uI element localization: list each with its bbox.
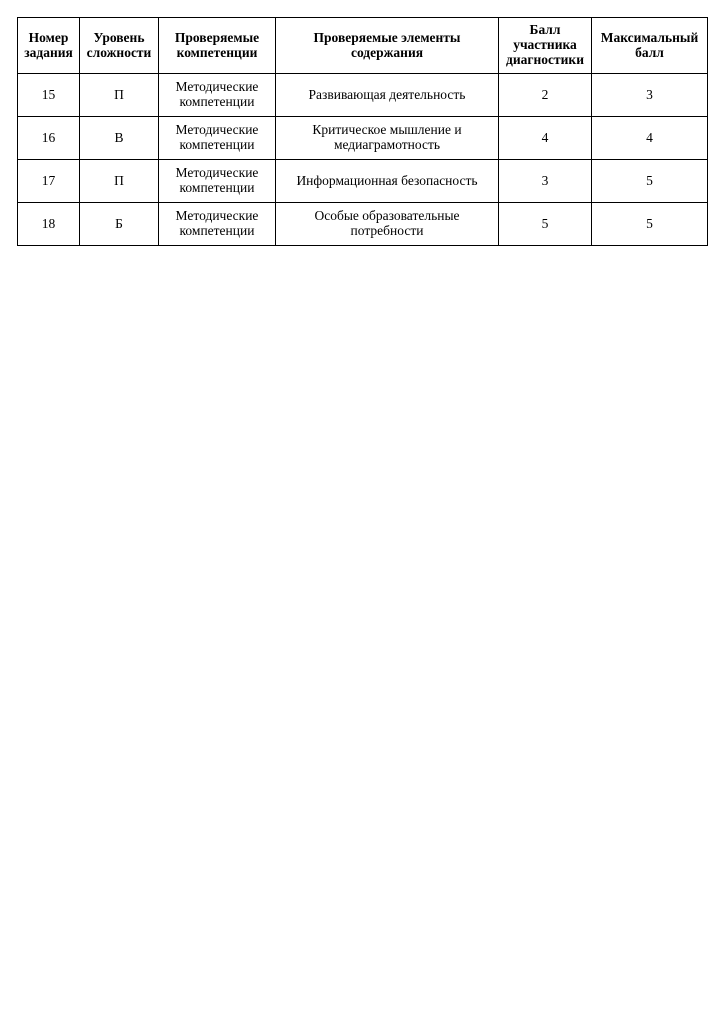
header-participant-score: Балл участника диагностики	[499, 18, 592, 74]
cell-max-score: 5	[592, 203, 708, 246]
cell-participant-score: 4	[499, 117, 592, 160]
table-row	[18, 160, 708, 203]
cell-max-score: 3	[592, 74, 708, 117]
table-body	[18, 74, 708, 246]
cell-competencies: Методические компетенции	[159, 160, 276, 203]
cell-content-element: Развивающая деятельность	[276, 74, 499, 117]
header-row	[18, 18, 708, 74]
cell-content-element: Особые образовательные потребности	[276, 203, 499, 246]
header-difficulty-level: Уровень сложности	[80, 18, 159, 74]
results-table	[17, 17, 708, 246]
cell-task-number: 18	[18, 203, 80, 246]
header-competencies: Проверяемые компетенции	[159, 18, 276, 74]
cell-competencies: Методические компетенции	[159, 117, 276, 160]
table-row	[18, 74, 708, 117]
cell-difficulty-level: П	[80, 74, 159, 117]
table-row	[18, 203, 708, 246]
header-content-elements: Проверяемые элементы содержания	[276, 18, 499, 74]
cell-difficulty-level: Б	[80, 203, 159, 246]
cell-participant-score: 2	[499, 74, 592, 117]
cell-participant-score: 5	[499, 203, 592, 246]
cell-max-score: 4	[592, 117, 708, 160]
cell-participant-score: 3	[499, 160, 592, 203]
cell-difficulty-level: П	[80, 160, 159, 203]
cell-max-score: 5	[592, 160, 708, 203]
cell-task-number: 15	[18, 74, 80, 117]
table-header	[18, 18, 708, 74]
cell-difficulty-level: В	[80, 117, 159, 160]
cell-content-element: Критическое мышление и медиаграмотность	[276, 117, 499, 160]
header-task-number: Номер задания	[18, 18, 80, 74]
cell-content-element: Информационная безопасность	[276, 160, 499, 203]
cell-competencies: Методические компетенции	[159, 74, 276, 117]
header-max-score: Максимальный балл	[592, 18, 708, 74]
table-row	[18, 117, 708, 160]
cell-task-number: 16	[18, 117, 80, 160]
cell-task-number: 17	[18, 160, 80, 203]
cell-competencies: Методические компетенции	[159, 203, 276, 246]
